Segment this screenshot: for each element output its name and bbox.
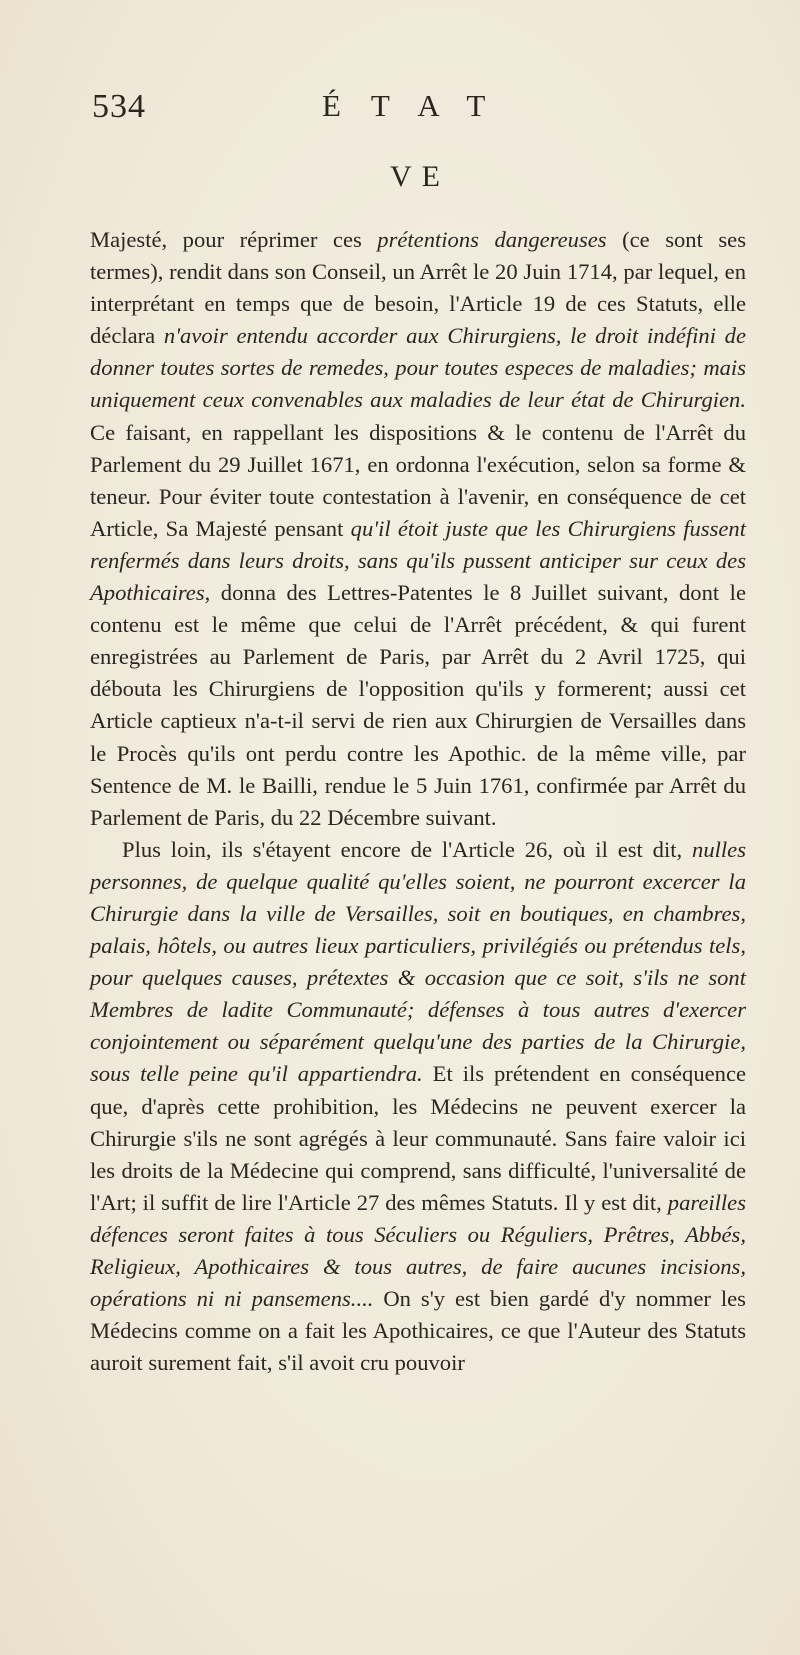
paragraph-2	[90, 834, 746, 1380]
italic-run: nulles personnes, de quelque qualité qu'elles soient, ne pourront excercer la Chirurgie dans la ville de Versailles, soit en boutiques, en chambres, palais, hôtels, ou autres lieux particuliers, privilégiés ou prétendus tels, pour quelques causes, prétextes & occasion que ce soit, s'ils ne sont Membres de ladite Communauté; défenses à tous autres d'exercer conjointement ou séparément quelqu'une des parties de la Chirurgie, sous telle peine qu'il appartiendra.	[90, 836, 746, 1087]
paragraph-1	[90, 224, 746, 834]
text-run: (ce sont ses termes), rendit dans son Conseil, un Arrêt le 20 Juin 1714, par lequel, en interprétant en temps que de besoin, l'Article 19 de ces Statuts, elle déclara	[90, 227, 746, 349]
body-text	[90, 224, 746, 1379]
text-run: Plus loin, ils s'étayent encore de l'Article 26, où il est dit,	[122, 836, 693, 862]
text-run: Majesté, pour réprimer ces	[90, 227, 378, 252]
running-head: ÉTAT	[322, 88, 516, 123]
page-header	[92, 88, 752, 138]
text-run: Ce faisant, en rappellant les dispositions & le contenu de l'Arrêt du Parlement du 29 Juillet 1671, en ordonna l'exécution, selon sa forme & teneur. Pour éviter toute contestation à l'avenir, en conséquence de cet Article, Sa Majesté pensant	[90, 419, 746, 541]
text-run: On s'y est bien gardé d'y nommer les Médecins comme on a fait les Apothicaires, ce que l'Auteur des Statuts auroit surement fait, s'il avoit cru pouvoir	[90, 1286, 746, 1376]
section-letters: VE	[390, 160, 450, 193]
italic-run: n'avoir entendu accorder aux Chirurgiens, le droit indéfini de donner toutes sortes de remedes, pour toutes especes de maladies; mais uniquement ceux convenables aux maladies de leur état de Chirurgien.	[90, 323, 746, 413]
italic-run: pareilles défences seront faites à tous Séculiers ou Réguliers, Prêtres, Abbés, Religieux, Apothicaires & tous autres, de faire aucunes incisions, opérations ni ni pansemens....	[90, 1189, 746, 1312]
italic-run: prétentions dangereuses	[377, 227, 607, 252]
text-run: , donna des Lettres-Patentes le 8 Juillet suivant, dont le contenu est le même que celui de l'Arrêt précédent, & qui furent enregistrées au Parlement de Paris, par Arrêt du 2 Avril 1725, qui débouta les Chirurgiens de l'opposition qu'ils y formerent; aussi cet Article captieux n'a-t-il servi de rien aux Chirurgien de Versailles dans le Procès qu'ils ont perdu contre les Apothic. de la même ville, par Sentence de M. le Bailli, rendue le 5 Juin 1761, confirmée par Arrêt du Parlement de Paris, du 22 Décembre suivant.	[90, 580, 746, 830]
text-run: Et ils prétendent en conséquence que, d'après cette prohibition, les Médecins ne peuvent exercer la Chirurgie s'ils ne sont agrégés à leur communauté. Sans faire valoir ici les droits de la Médecine qui comprend, sans difficulté, l'universalité de l'Art; il suffit de lire l'Article 27 des mêmes Statuts. Il y est dit,	[90, 1061, 747, 1215]
italic-run: qu'il étoit juste que les Chirurgiens fussent renfermés dans leurs droits, sans qu'ils pussent anticiper sur ceux des Apothicaires	[90, 515, 746, 606]
page-number: 534	[92, 88, 146, 125]
